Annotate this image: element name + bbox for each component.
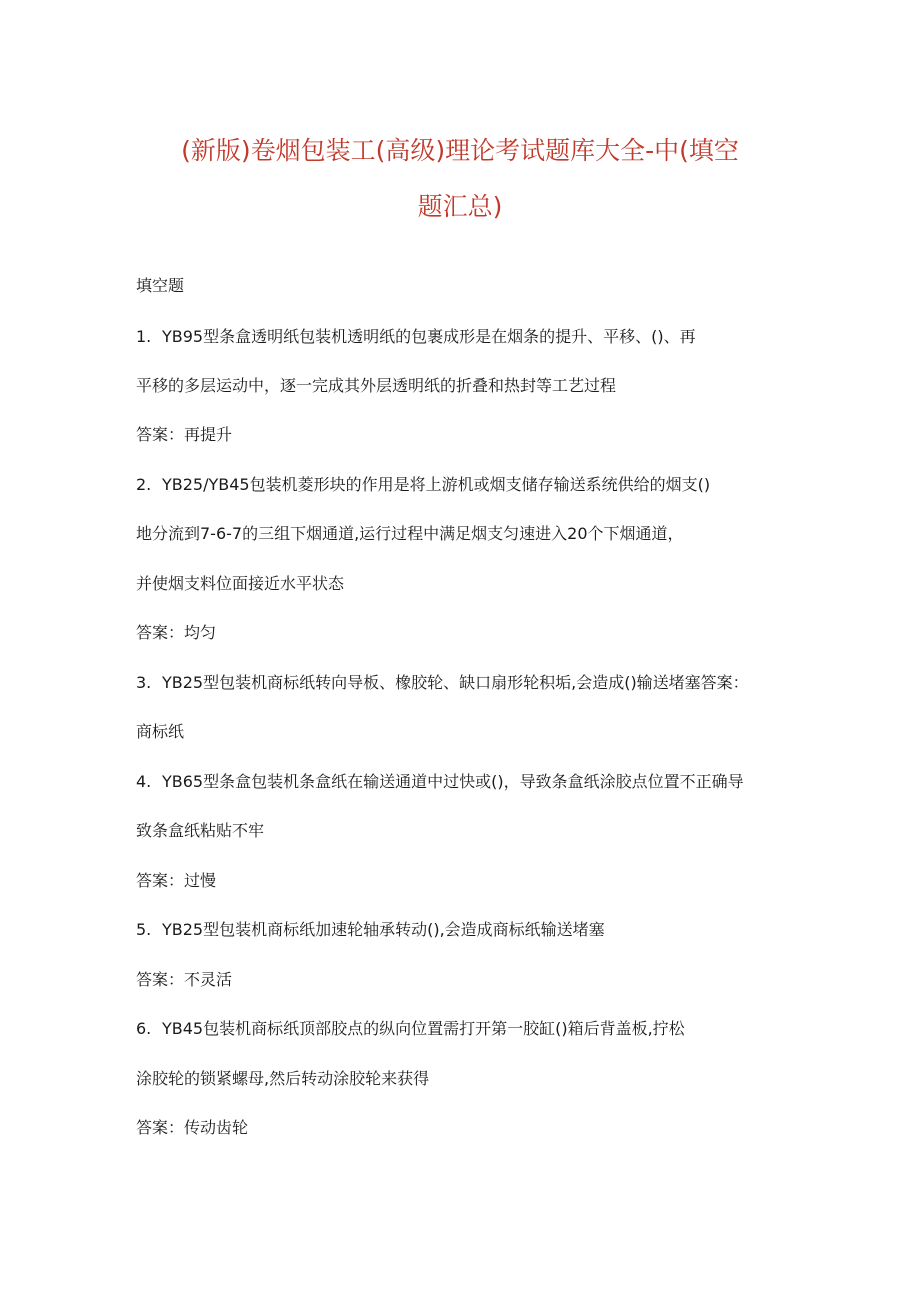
question-2-line-1 — [136, 475, 710, 495]
answer-1: 答案：再提升 — [136, 425, 233, 444]
question-3-line-2: 商标纸 — [136, 722, 185, 741]
question-6-line-1 — [136, 1019, 685, 1039]
question-3-line-1 — [136, 673, 749, 693]
question-5-text: YB25型包装机商标纸加速轮轴承转动(),会造成商标纸输送堵塞 — [162, 920, 605, 939]
question-3-text: YB25型包装机商标纸转向导板、橡胶轮、缺口扇形轮积垢,会造成()输送堵塞答案： — [162, 673, 749, 692]
question-1-line-1 — [136, 327, 696, 347]
question-2-line-3: 并使烟支料位面接近水平状态 — [136, 574, 345, 593]
question-2-text: YB25/YB45包装机菱形块的作用是将上游机或烟支储存输送系统供给的烟支() — [162, 475, 711, 494]
question-5-number: 5. — [136, 920, 152, 939]
question-5-line-1 — [136, 920, 605, 940]
question-4-line-2: 致条盒纸粘贴不牢 — [136, 821, 265, 840]
answer-2: 答案：均匀 — [136, 623, 217, 642]
question-2-number: 2. — [136, 475, 152, 494]
question-6-number: 6. — [136, 1019, 152, 1038]
question-1-line-2: 平移的多层运动中，逐一完成其外层透明纸的折叠和热封等工艺过程 — [136, 376, 617, 395]
question-4-text: YB65型条盒包装机条盒纸在输送通道中过快或()，导致条盒纸涂胶点位置不正确导 — [162, 772, 744, 791]
question-1-text: YB95型条盒透明纸包装机透明纸的包裹成形是在烟条的提升、平移、()、再 — [162, 327, 696, 346]
document-title-line-1: (新版)卷烟包装工(高级)理论考试题库大全-中(填空 — [181, 136, 739, 165]
question-4-line-1 — [136, 772, 744, 792]
answer-6: 答案：传动齿轮 — [136, 1118, 249, 1137]
answer-4: 答案：过慢 — [136, 871, 217, 890]
answer-5: 答案：不灵活 — [136, 970, 233, 989]
question-6-line-2: 涂胶轮的锁紧螺母,然后转动涂胶轮来获得 — [136, 1069, 430, 1088]
question-6-text: YB45包装机商标纸顶部胶点的纵向位置需打开第一胶缸()箱后背盖板,拧松 — [162, 1019, 685, 1038]
document-title-line-2: 题汇总) — [417, 192, 503, 221]
question-4-number: 4. — [136, 772, 152, 791]
section-heading: 填空题 — [136, 276, 185, 295]
question-2-line-2: 地分流到7-6-7的三组下烟通道,运行过程中满足烟支匀速进入20个下烟通道， — [136, 524, 684, 543]
question-1-number: 1. — [136, 327, 152, 346]
question-3-number: 3. — [136, 673, 152, 692]
